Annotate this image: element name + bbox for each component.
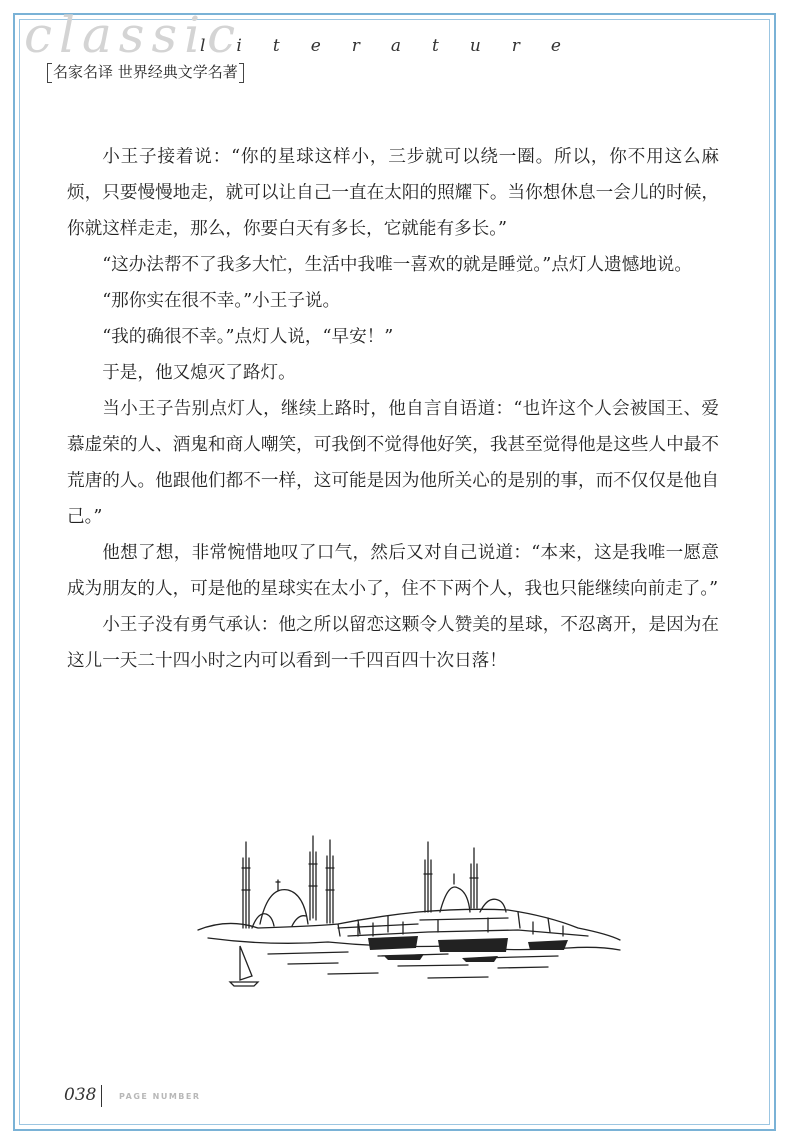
paragraph: 小王子没有勇气承认：他之所以留恋这颗令人赞美的星球，不忍离开，是因为在这儿一天二十四小时之内可以看到一千四百四十次日落！ xyxy=(67,615,719,671)
page-number-label: PAGE NUMBER xyxy=(119,1092,201,1101)
header-literature-text: literature xyxy=(200,36,592,56)
paragraph: “我的确很不幸。”点灯人说，“早安！” xyxy=(102,327,394,347)
paragraph: “这办法帮不了我多大忙，生活中我唯一喜欢的就是睡觉。”点灯人遗憾地说。 xyxy=(102,255,692,275)
footer-divider xyxy=(101,1085,102,1107)
page-number: 038 xyxy=(64,1085,97,1105)
paragraph: 于是，他又熄灭了路灯。 xyxy=(102,363,296,383)
paragraph: 小王子接着说：“你的星球这样小，三步就可以绕一圈。所以，你不用这么麻烦，只要慢慢地走，就可以让自己一直在太阳的照耀下。当你想休息一会儿的时候，你就这样走走，那么，你要白天有多长，它就能有多长。” xyxy=(67,147,719,239)
paragraph: 当小王子告别点灯人，继续上路时，他自言自语道：“也许这个人会被国王、爱慕虚荣的人、酒鬼和商人嘲笑，可我倒不觉得他好笑，我甚至觉得他是这些人中最不荒唐的人。他跟他们都不一样，这可能是因为他所关心的是别的事，而不仅仅是他自己。” xyxy=(67,399,719,527)
paragraph: 他想了想，非常惋惜地叹了口气，然后又对自己说道：“本来，这是我唯一愿意成为朋友的人，可是他的星球实在太小了，住不下两个人，我也只能继续向前走了。” xyxy=(67,543,719,599)
body-text xyxy=(67,139,719,679)
header-series-title: 名家名译 世界经典文学名著 xyxy=(47,62,244,82)
city-skyline-sketch xyxy=(188,828,628,998)
header-classic-watermark: classic xyxy=(24,6,243,64)
paragraph: “那你实在很不幸。”小王子说。 xyxy=(102,291,341,311)
